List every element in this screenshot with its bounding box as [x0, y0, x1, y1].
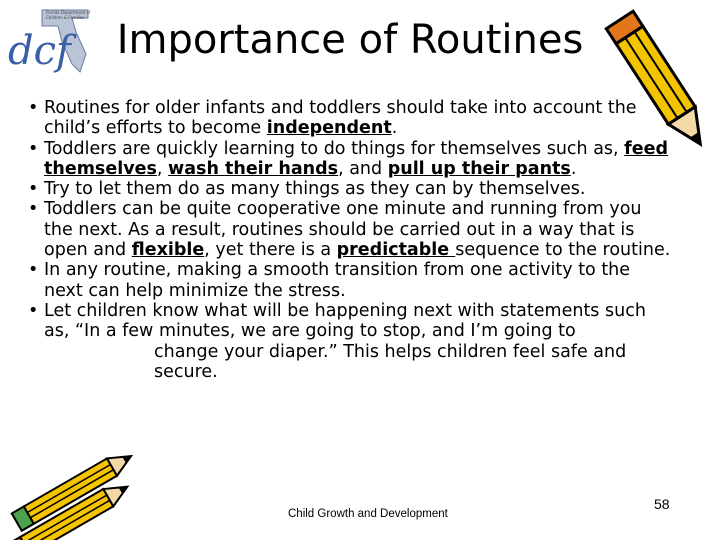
bullet-smooth-transition: • In any routine, making a smooth transition from one activity to the next can help minimize the stress. [24, 260, 674, 301]
logo-caption: Florida Department of [46, 10, 91, 15]
bullet-let-them-do: • Try to let them do as many things as they can by themselves. [24, 179, 674, 199]
bullet-cooperative: • Toddlers can be quite cooperative one minute and running from you the next. As a result, routines should be carried out in a way that is open and flexible, yet there is a predictable sequence to the routine. [24, 199, 674, 260]
page-number: 58 [654, 496, 670, 512]
slide-title: Importance of Routines [116, 17, 584, 63]
pencils-icon [0, 430, 150, 540]
bullet-list [24, 98, 674, 382]
bullet-toddlers-learning: • Toddlers are quickly learning to do things for themselves such as, feed themselves, wash their hands, and pull up their pants. [24, 139, 674, 180]
bullet-let-children-know: • Let children know what will be happening next with statements such as, “In a few minutes, we are going to stop, and I’m going to change your diaper.” This helps children feel safe and secure. [24, 301, 674, 382]
bullet-routines-independence: • Routines for older infants and toddlers should take into account the child’s efforts to become independent. [24, 98, 674, 139]
dcf-logo [2, 2, 92, 82]
footer-text: Child Growth and Development [288, 508, 448, 520]
svg-text:Children & Families: Children & Families [46, 15, 85, 20]
svg-text:dcf: dcf [8, 28, 71, 74]
